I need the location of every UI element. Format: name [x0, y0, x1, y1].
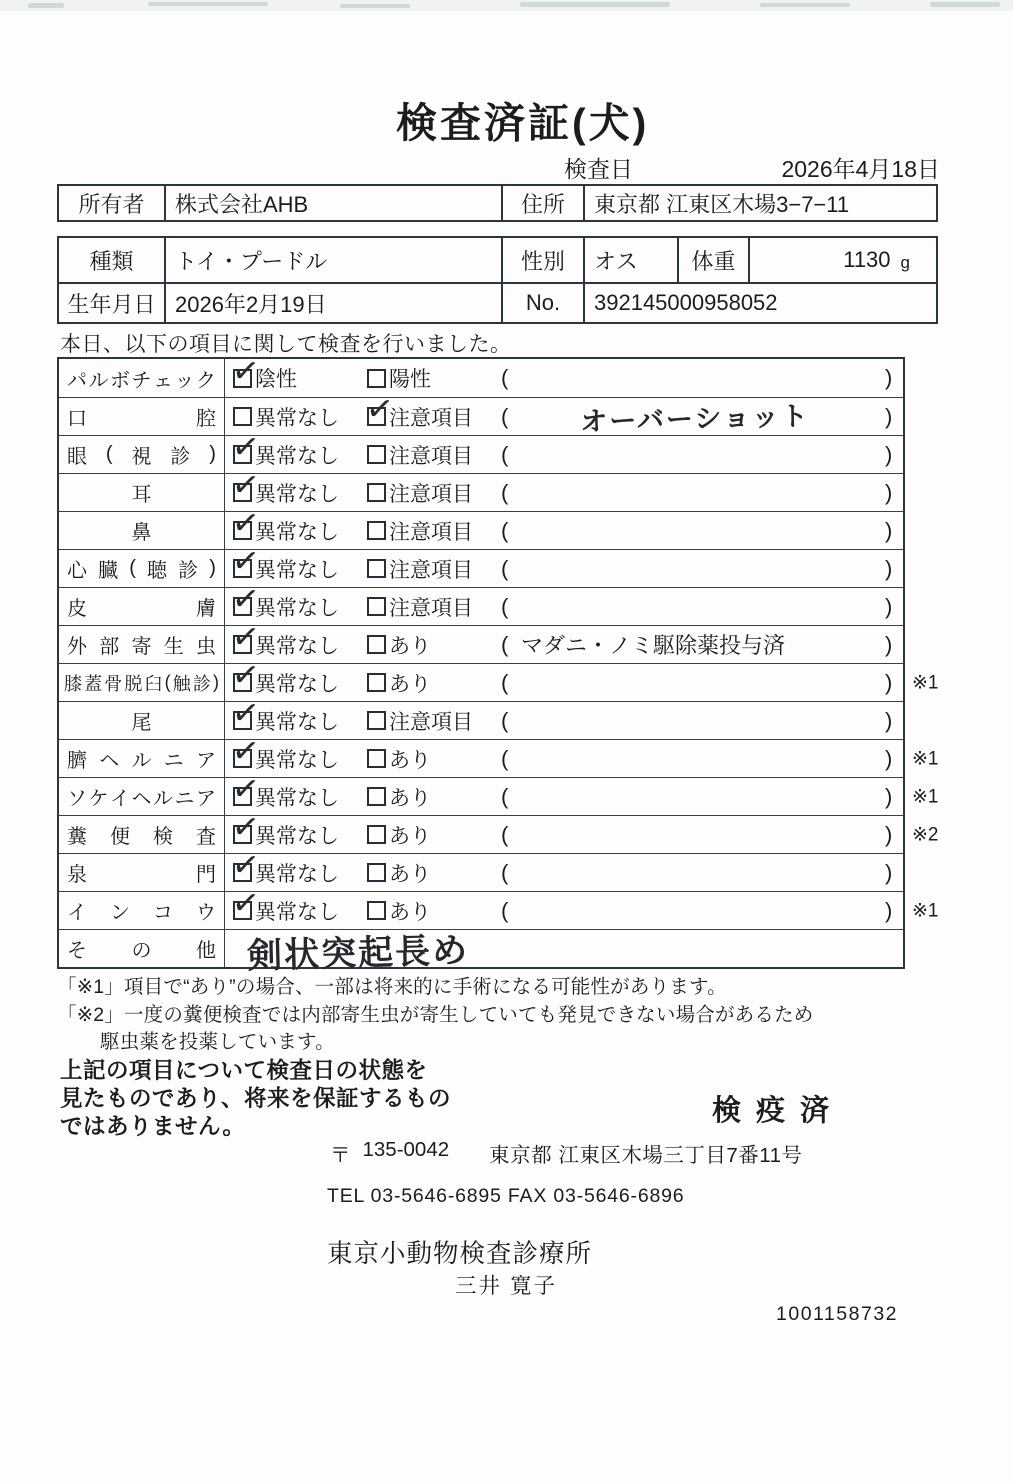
option-label: 注意項目 — [389, 710, 473, 734]
option-present — [367, 778, 431, 815]
paren-open: ( — [501, 441, 509, 467]
pet-row-1 — [59, 238, 936, 282]
checkbox-icon — [233, 901, 252, 920]
checkbox-icon — [367, 673, 386, 692]
paren-open: ( — [501, 859, 509, 885]
owner-value: 株式会社AHB — [164, 186, 501, 220]
option-label: 異常なし — [255, 482, 339, 506]
scan-artifact — [760, 3, 850, 7]
paren-open: ( — [501, 783, 509, 809]
weight-label: 体重 — [677, 238, 748, 282]
checkbox-icon — [233, 787, 252, 806]
tel-fax-line: TEL 03-5646-6895 FAX 03-5646-6896 — [327, 1185, 685, 1207]
option-caution — [367, 436, 473, 473]
owner-row — [59, 186, 936, 220]
option-present — [367, 664, 431, 701]
checkbox-icon — [233, 445, 252, 464]
paren-open: ( — [501, 707, 509, 733]
paren-open: ( — [501, 745, 509, 771]
statement-line-2: 見たものであり、将来を保証するもの — [60, 1086, 452, 1111]
option-label: 異常なし — [255, 672, 339, 696]
option-label: あり — [389, 672, 431, 696]
clinic-address-line — [330, 1138, 803, 1168]
inspection-date-label: 検査日 — [564, 156, 633, 182]
weight-value-cell — [748, 238, 936, 282]
option-present — [367, 626, 431, 663]
handwritten-note: オーバーショット — [579, 400, 811, 437]
scan-artifact — [520, 2, 670, 7]
no-value: 392145000958052 — [583, 284, 936, 322]
option-caution — [367, 550, 473, 587]
option-label: 注意項目 — [389, 444, 473, 468]
owner-label: 所有者 — [78, 191, 145, 217]
row-label: 耳 — [59, 474, 225, 511]
birth-value: 2026年2月19日 — [164, 284, 501, 322]
option-label: 注意項目 — [389, 520, 473, 544]
paren-close: ) — [885, 593, 893, 619]
no-label: No. — [501, 284, 583, 322]
paren-close: ) — [885, 821, 893, 847]
option-label: 異常なし — [255, 406, 339, 430]
checkbox-icon — [367, 711, 386, 730]
option-negative — [233, 359, 297, 397]
quarantine-stamp: 検疫済 — [712, 1095, 845, 1127]
checkbox-icon — [233, 825, 252, 844]
row-cryptorchidism — [59, 891, 939, 929]
owner-table — [57, 184, 938, 222]
row-label: 眼 ( 視 診 ) — [59, 436, 225, 473]
checkbox-icon — [367, 483, 386, 502]
option-label: 注意項目 — [389, 558, 473, 582]
paren-close: ) — [885, 707, 893, 733]
checkbox-icon — [367, 369, 386, 388]
row-label: 尾 — [59, 702, 225, 739]
option-caution — [367, 474, 473, 511]
option-present — [367, 816, 431, 853]
option-caution — [367, 702, 473, 739]
inspection-date-value: 2026年4月18日 — [781, 156, 940, 182]
option-label: 異常なし — [255, 900, 339, 924]
sex-value: オス — [583, 238, 677, 282]
option-caution — [367, 512, 473, 549]
row-eyes — [59, 435, 903, 473]
paren-open: ( — [501, 821, 509, 847]
row-other — [59, 929, 903, 976]
paren-close: ) — [885, 365, 893, 390]
scan-artifact — [930, 2, 1000, 7]
breed-label: 種類 — [89, 248, 134, 274]
footnote-ref: ※1 — [912, 748, 939, 769]
paren-close: ) — [885, 403, 893, 429]
row-nose — [59, 511, 903, 549]
clinic-address: 東京都 江東区木場三丁目7番11号 — [489, 1144, 803, 1167]
weight-unit: g — [900, 253, 910, 272]
paren-close: ) — [885, 441, 893, 467]
paren-open: ( — [501, 593, 509, 619]
paren-open: ( — [501, 479, 509, 505]
option-label: 陽性 — [389, 368, 431, 391]
footnote-ref: ※2 — [912, 824, 939, 845]
row-label: イ ン コ ウ — [59, 892, 225, 929]
checkbox-icon — [367, 445, 386, 464]
option-label: 異常なし — [255, 824, 339, 848]
row-heart — [59, 549, 903, 587]
option-label: 異常なし — [255, 748, 339, 772]
row-fecal-exam — [59, 815, 939, 853]
row-label: 膝 蓋 骨 脱 臼 ( 触 診 ) — [59, 664, 225, 701]
checkbox-icon — [367, 407, 386, 426]
row-label: 臍 ヘ ル ニ ア — [59, 740, 225, 777]
checkbox-icon — [233, 863, 252, 882]
checkbox-icon — [233, 483, 252, 502]
postal-code: 135-0042 — [362, 1138, 450, 1161]
checkbox-icon — [367, 559, 386, 578]
option-label: 異常なし — [255, 862, 339, 886]
option-label: あり — [389, 824, 431, 848]
address-value: 東京都 江東区木場3−7−11 — [583, 186, 936, 220]
statement-line-1: 上記の項目について検査日の状態を — [60, 1058, 428, 1083]
paren-close: ) — [885, 783, 893, 809]
row-label: 口 腔 — [59, 398, 225, 435]
checkbox-icon — [367, 787, 386, 806]
checkbox-icon — [233, 635, 252, 654]
checkbox-icon — [233, 711, 252, 730]
checkbox-icon — [233, 673, 252, 692]
option-present — [367, 854, 431, 891]
scan-artifact — [28, 3, 64, 8]
row-oral-cavity — [59, 397, 903, 435]
checklist-table — [57, 357, 939, 976]
option-label: 注意項目 — [389, 482, 473, 506]
paren-open: ( — [501, 365, 509, 390]
paren-close: ) — [885, 479, 893, 505]
veterinarian-name: 三井 寛子 — [455, 1274, 557, 1298]
statement-line-3: ではありません。 — [60, 1114, 246, 1139]
breed-value: トイ・プードル — [164, 238, 501, 282]
row-label: 心 臓 ( 聴 診 ) — [59, 550, 225, 587]
paren-open: ( — [501, 517, 509, 543]
row-fontanelle — [59, 853, 903, 891]
option-label: あり — [389, 862, 431, 886]
serial-number: 1001158732 — [776, 1303, 899, 1325]
paren-close: ) — [885, 555, 893, 581]
option-label: 異常なし — [255, 596, 339, 620]
checkbox-icon — [367, 825, 386, 844]
option-label: 異常なし — [255, 558, 339, 582]
scan-artifact — [340, 4, 410, 8]
paren-close: ) — [885, 859, 893, 885]
option-no-abnormality — [233, 892, 339, 929]
pet-row-2 — [59, 282, 936, 322]
footnote-ref: ※1 — [912, 900, 939, 921]
option-label: 注意項目 — [389, 406, 473, 430]
checkbox-icon — [233, 597, 252, 616]
option-caution — [367, 398, 473, 435]
checkbox-icon — [367, 597, 386, 616]
intro-text: 本日、以下の項目に関して検査を行いました。 — [60, 333, 512, 356]
footnote-2: 「※2」一度の糞便検査では内部寄生虫が寄生していても発見できない場合があるため — [57, 1004, 814, 1026]
paren-close: ) — [885, 669, 893, 695]
paren-close: ) — [885, 745, 893, 771]
row-tail — [59, 701, 903, 739]
footnote-ref: ※1 — [912, 786, 939, 807]
address-label: 住所 — [501, 186, 583, 220]
checkbox-icon — [233, 369, 252, 388]
paren-open: ( — [501, 555, 509, 581]
row-skin — [59, 587, 903, 625]
option-label: あり — [389, 786, 431, 810]
footnote-1: 「※1」項目で“あり”の場合、一部は将来的に手術になる可能性があります。 — [57, 976, 727, 998]
checkbox-icon — [233, 559, 252, 578]
option-label: 異常なし — [255, 786, 339, 810]
row-label: そ の 他 — [59, 930, 225, 967]
row-ears — [59, 473, 903, 511]
row-label: 皮 膚 — [59, 588, 225, 625]
paren-open: ( — [501, 403, 509, 429]
option-caution — [367, 588, 473, 625]
printed-note: マダニ・ノミ駆除薬投与済 — [521, 633, 786, 658]
checkbox-icon — [367, 901, 386, 920]
row-umbilical-hernia — [59, 739, 939, 777]
option-label: 陰性 — [255, 368, 297, 391]
checkbox-icon — [233, 521, 252, 540]
row-parvo-check — [59, 359, 903, 397]
footnote-2-continued: 駆虫薬を投薬しています。 — [100, 1031, 335, 1053]
paren-open: ( — [501, 669, 509, 695]
paren-open: ( — [501, 897, 509, 923]
row-label: 糞 便 検 査 — [59, 816, 225, 853]
scan-artifact — [148, 2, 268, 6]
option-label: 注意項目 — [389, 596, 473, 620]
checkbox-icon — [233, 407, 252, 426]
footnote-ref: ※1 — [912, 672, 939, 693]
option-present — [367, 740, 431, 777]
paren-close: ) — [885, 897, 893, 923]
row-inguinal-hernia — [59, 777, 939, 815]
row-patella — [59, 663, 939, 701]
option-label: あり — [389, 634, 431, 658]
page-title: 検査済証(犬) — [396, 100, 650, 146]
checkbox-icon — [367, 863, 386, 882]
checkbox-icon — [233, 749, 252, 768]
option-label: 異常なし — [255, 634, 339, 658]
sex-label: 性別 — [501, 238, 583, 282]
postal-mark-icon: 〒 — [330, 1144, 351, 1167]
option-label: あり — [389, 748, 431, 772]
handwritten-other-note: 剣状突起長め — [246, 931, 470, 976]
clinic-name: 東京小動物検査診療所 — [327, 1240, 593, 1268]
birth-label: 生年月日 — [67, 291, 156, 317]
checkbox-icon — [367, 635, 386, 654]
paren-open: ( — [501, 631, 509, 657]
checkbox-icon — [367, 521, 386, 540]
row-label: 鼻 — [59, 512, 225, 549]
option-label: 異常なし — [255, 444, 339, 468]
pet-table — [57, 236, 938, 324]
paren-close: ) — [885, 631, 893, 657]
paren-close: ) — [885, 517, 893, 543]
row-label: ソ ケ イ ヘ ル ニ ア — [59, 778, 225, 815]
option-label: あり — [389, 900, 431, 924]
weight-value: 1130 — [843, 247, 891, 272]
checkbox-icon — [367, 749, 386, 768]
option-label: 異常なし — [255, 710, 339, 734]
row-external-parasites — [59, 625, 903, 663]
row-label: 外 部 寄 生 虫 — [59, 626, 225, 663]
row-label: 泉 門 — [59, 854, 225, 891]
option-label: 異常なし — [255, 520, 339, 544]
row-label: パ ル ボ チ ェ ッ ク — [59, 359, 225, 397]
